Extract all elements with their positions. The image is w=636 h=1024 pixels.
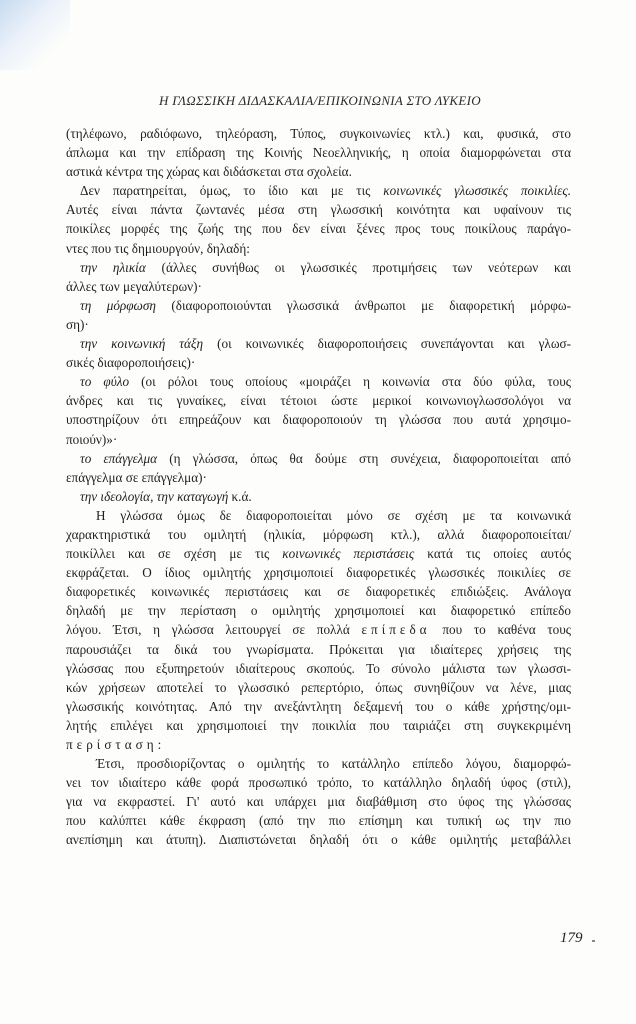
text-line: γλωσσικής κοινότητας. Από την ανεξάντλητη δεξαμενή του ο κάθε χρήστης/ομι-	[66, 698, 571, 714]
text-line: άνδρες και τις γυναίκες, είναι τέτοιοι ώστε μερικοί κοινωνιογλωσσολόγοι να	[66, 393, 571, 409]
text-line: που καλύπτει κάθε έκφραση (από την πιο επίσημη και τυπική ως την πιο	[66, 813, 571, 829]
text-line: Η γλώσσα όμως δε διαφοροποιείται μόνο σε σχέση με τα κοινωνικά	[96, 507, 571, 523]
page-number: 179	[560, 930, 583, 946]
emphasis-text: τη μόρφωση	[80, 297, 156, 313]
text-segment: (η γλώσσα, όπως θα δούμε στη συνέχεια, διαφοροποιείται από	[169, 450, 571, 466]
text-line: γλώσσας που εξυπηρετούν ιδιαίτερους σκοπούς. Το σύνολο μάλιστα των γλωσσι-	[66, 660, 571, 676]
emphasis-text: κοινωνικές περιστάσεις	[282, 546, 415, 562]
text-line	[66, 181, 571, 200]
text-line: υποστηρίζουν ότι επηρεάζουν και διαφοροποιούν τη γλώσσα που αυτά χρησιμο-	[66, 412, 571, 428]
text-line: περίσταση:	[66, 737, 166, 752]
text-line: λητής επιλέγει και χρησιμοποιεί την ποικιλία που ταιριάζει στη συγκεκριμένη	[66, 717, 571, 733]
text-segment: κ.ά.	[231, 488, 252, 504]
emphasis-text: την ιδεολογία, την καταγωγή	[80, 488, 229, 504]
emphasis-text: το επάγγελμα	[80, 450, 158, 466]
emphasis-text: το φύλο	[80, 374, 130, 390]
text-line: δηλαδή με την περίσταση ο ομιλητής χρησιμοποιεί και διαφορετικό επίπεδο	[66, 603, 571, 619]
text-segment: ποικίλλει και σε σχέση με τις	[66, 546, 270, 562]
running-header: Η ΓΛΩΣΣΙΚΗ ΔΙΔΑΣΚΑΛΙΑ/ΕΠΙΚΟΙΝΩΝΙΑ ΣΤΟ ΛΥΚΕΙΟ	[159, 93, 481, 108]
text-segment: (οι ρόλοι τους οποίους «μοιράζει η κοινωνία στα δύο φύλα, τους	[141, 374, 572, 390]
text-line: εκφράζεται. Ο ίδιος ομιλητής χρησιμοποιεί διαφορετικές γλωσσικές ποικιλίες σε	[66, 565, 571, 581]
text-line: ανεπίσημη και άτυπη). Διαπιστώνεται δηλαδή ότι ο κάθε ομιλητής μεταβάλλει	[66, 832, 571, 848]
emphasis-text: την κοινωνική τάξη	[80, 336, 204, 352]
text-line: ση)·	[66, 316, 89, 332]
text-line: Έτσι, προσδιορίζοντας ο ομιλητής το κατάλληλο επίπεδο λόγου, διαμορφώ-	[96, 756, 571, 772]
text-segment: (διαφοροποιούνται γλωσσικά άνθρωποι με διαφορετική μόρφω-	[171, 297, 571, 313]
text-line: ποιούν)»·	[66, 431, 118, 447]
text-line	[66, 296, 571, 315]
body-text	[66, 124, 571, 850]
scan-corner-artifact	[0, 0, 70, 70]
text-line: ποικίλες μορφές της ζωής της που δεν είναι ξένες προς τους ποικίλους παράγο-	[66, 221, 571, 237]
text-segment: (οι κοινωνικές διαφοροποιήσεις συνεπάγονται και γλωσ-	[217, 336, 572, 352]
text-line: σικές διαφοροποιήσεις)·	[66, 355, 196, 371]
text-line: χαρακτηριστικά του ομιλητή (ηλικία, μόρφωση κτλ.), αλλά διαφοροποιείται/	[66, 526, 571, 542]
text-line: κών χρήσεων αποτελεί το γλωσσικό ρεπερτόριο, όπως συνηθίζουν να λένε, μιας	[66, 679, 571, 695]
text-line	[66, 544, 571, 563]
text-line: άλλες των μεγαλύτερων)·	[66, 278, 202, 294]
text-line: επάγγελμα σε επάγγελμα)·	[66, 469, 207, 485]
text-line	[66, 334, 571, 353]
scan-dot-artifact	[592, 940, 595, 942]
spaced-emphasis-text: επίπεδα	[361, 622, 431, 638]
text-line: για να εκφραστεί. Γι' αυτό και υπάρχει μια διαβάθμιση στο ύφος της γλώσσας	[66, 794, 571, 810]
text-line	[66, 487, 571, 506]
text-segment: λόγου. Έτσι, η γλώσσα λειτουργεί σε πολλά	[66, 622, 350, 638]
text-line: νει τον ιδιαίτερο κάθε φορά προσωπικό τρόπο, το κατάλληλο δηλαδή ύφος (στιλ),	[66, 775, 571, 791]
emphasis-text: την ηλικία	[80, 259, 146, 275]
text-line	[66, 620, 571, 639]
text-line	[66, 372, 571, 391]
text-line	[66, 258, 571, 277]
emphasis-text: κοινωνικές γλωσσικές ποικιλίες.	[383, 183, 572, 199]
text-line	[66, 449, 571, 468]
text-line: άπλωμα και την επίδραση της Κοινής Νεοελληνικής, η οποία διαμορφώνεται στα	[66, 145, 571, 161]
text-segment: (άλλες συνήθως οι γλωσσικές προτιμήσεις των νεότερων και	[161, 259, 572, 275]
text-line: ντες που τις δημιουργούν, δηλαδή:	[66, 240, 250, 256]
text-line: (τηλέφωνο, ραδιόφωνο, τηλεόραση, Τύπος, συγκοινωνίες κτλ.) και, φυσικά, στο	[66, 126, 571, 141]
text-segment: Δεν παρατηρείται, όμως, το ίδιο και με τις	[80, 183, 371, 199]
text-line: Αυτές είναι πάντα ζωντανές μέσα στη γλωσσική κοινότητα και υφαίνουν τις	[66, 202, 571, 218]
text-line: παρουσιάζει τα δικά του γνωρίσματα. Πρόκειται για ιδιαίτερες χρήσεις της	[66, 641, 571, 657]
text-line: διαφορετικές κοινωνικές περιστάσεις και σε διαφορετικές επιδιώξεις. Ανάλογα	[66, 584, 571, 600]
text-segment: που το καθένα τους	[442, 622, 572, 638]
text-segment: κατά τις οποίες αυτός	[427, 546, 572, 562]
text-line: αστικά κέντρα της χώρας και διδάσκεται στα σχολεία.	[66, 164, 352, 180]
